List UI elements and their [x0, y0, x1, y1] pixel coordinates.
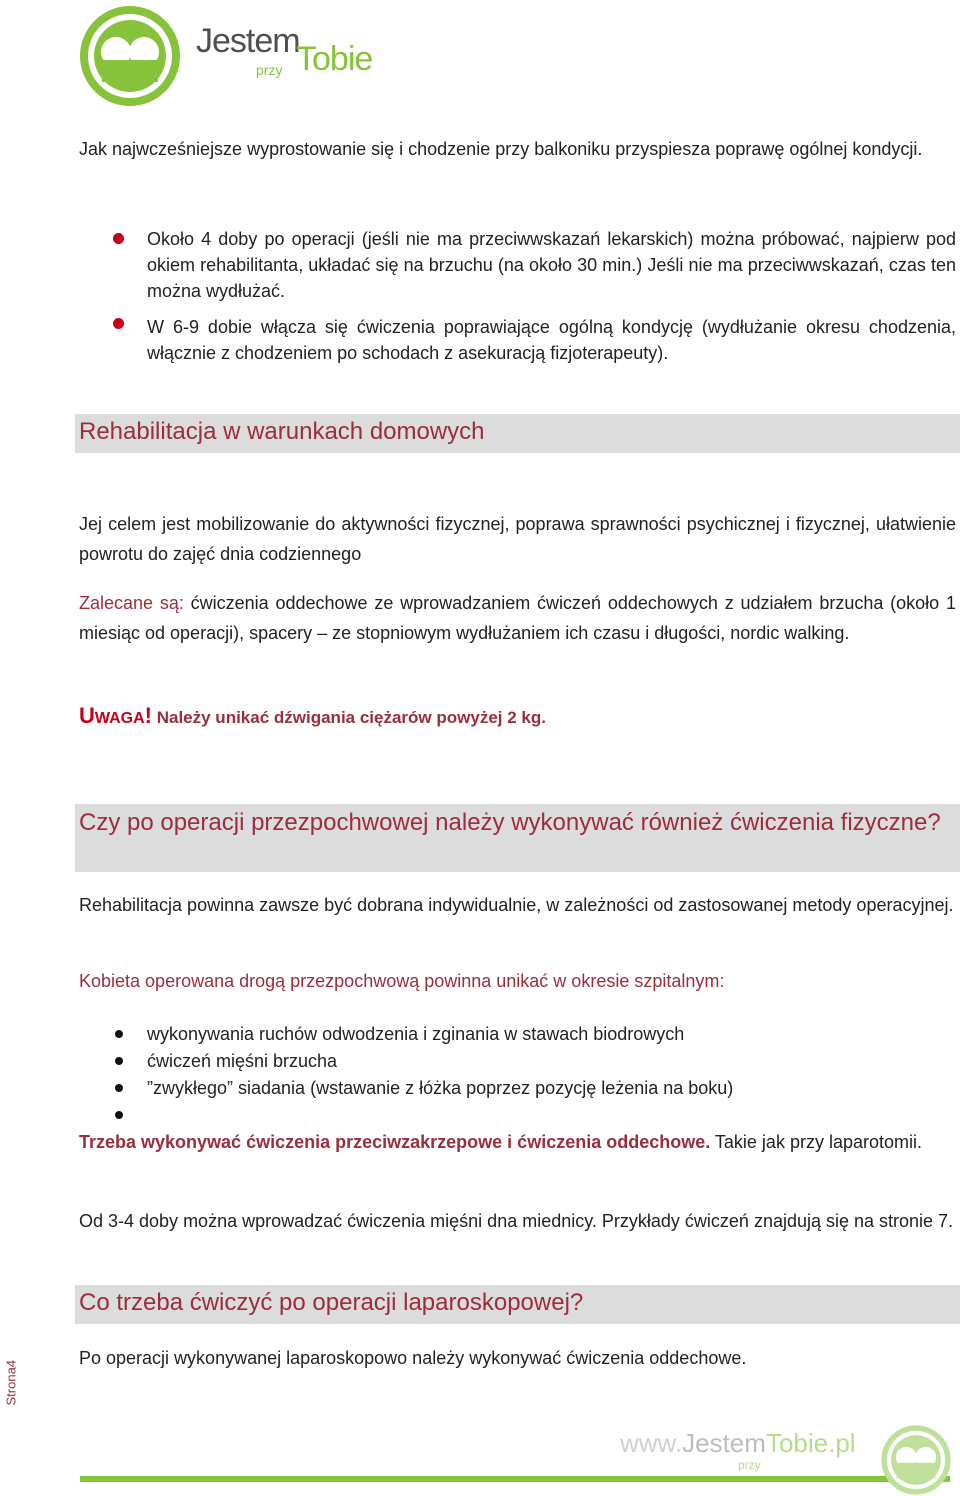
bullet-1-text: Około 4 doby po operacji (jeśli nie ma przeciwwskazań lekarskich) można próbować, najpierw pod okiem rehabilitanta, układać się na brzuchu (na około 30 min.) Jeśli nie ma przeciwwskazań, czas ten można wydłużać.	[147, 229, 956, 301]
warning-line	[79, 703, 546, 729]
bullet-2-text: W 6-9 dobie włącza się ćwiczenia poprawiające ogólną kondycję (wydłużanie okresu chodzenia, włącznie z chodzeniem po schodach z asekuracją fizjoterapeuty).	[147, 317, 956, 363]
section-vaginal-heading-text: Czy po operacji przezpochwowej należy wykonywać również ćwiczenia fizyczne?	[79, 809, 941, 836]
avoid-bullet-4-icon	[115, 1111, 123, 1119]
footer-jestem: Jestem	[682, 1428, 766, 1458]
footer-divider	[80, 1476, 950, 1482]
must-rest: Takie jak przy laparotomii.	[710, 1132, 922, 1152]
intro-paragraph	[79, 134, 956, 164]
footer-logo-emblem-icon	[880, 1424, 952, 1496]
logo-word-jestem: Jestem	[196, 22, 300, 60]
warning-text: Należy unikać dźwigania ciężarów powyżej 2 kg.	[152, 708, 546, 727]
page-number-label: Strona4	[3, 1359, 19, 1406]
must-bold: Trzeba wykonywać ćwiczenia przeciwzakrzepowe i ćwiczenia oddechowe.	[79, 1132, 711, 1152]
avoid-bullet-2-icon	[115, 1057, 123, 1065]
pelvic-paragraph: Od 3-4 doby można wprowadzać ćwiczenia mięśni dna miednicy. Przykłady ćwiczeń znajdują się na stronie 7.	[79, 1211, 954, 1231]
footer-www: www.	[620, 1428, 683, 1458]
section-lap-heading: Co trzeba ćwiczyć po operacji laparoskopowej?	[75, 1285, 960, 1324]
section-vaginal-heading	[75, 804, 960, 872]
logo-word-tobie: Tobie	[296, 40, 373, 78]
bullet-2-icon	[113, 318, 124, 329]
avoid-item-2: ćwiczeń mięśni brzucha	[147, 1051, 338, 1071]
footer-przy: przy	[738, 1458, 761, 1472]
avoid-item-3: ”zwykłego” siadania (wstawanie z łóżka poprzez pozycję leżenia na boku)	[147, 1078, 734, 1098]
footer-tobie: Tobie	[765, 1428, 829, 1458]
must-paragraph	[79, 1127, 956, 1157]
warning-waga: WAGA	[94, 710, 145, 727]
logo-emblem-icon	[78, 4, 182, 108]
recommended-paragraph	[79, 588, 956, 648]
lap-paragraph: Po operacji wykonywanej laparoskopowo należy wykonywać ćwiczenia oddechowe.	[79, 1348, 747, 1368]
avoid-item-1: wykonywania ruchów odwodzenia i zginania w stawach biodrowych	[147, 1024, 685, 1044]
warning-excl: !	[144, 703, 152, 728]
header-logo	[78, 4, 388, 108]
avoid-bullet-1-icon	[115, 1030, 123, 1038]
recommended-label: Zalecane są:	[79, 593, 184, 613]
avoid-bullet-3-icon	[115, 1084, 123, 1092]
avoid-heading: Kobieta operowana drogą przezpochwową powinna unikać w okresie szpitalnym:	[79, 971, 725, 991]
recommended-text: ćwiczenia oddechowe ze wprowadzaniem ćwiczeń oddechowych z udziałem brzucha (około 1 miesiąc od operacji), spacery – ze stopniowym wydłużaniem ich czasu i długości, nordic walking.	[79, 593, 956, 643]
footer-site-url	[620, 1428, 856, 1459]
section-home-heading: Rehabilitacja w warunkach domowych	[75, 414, 960, 453]
warning-u: U	[79, 703, 95, 728]
vaginal-paragraph: Rehabilitacja powinna zawsze być dobrana indywidualnie, w zależności od zastosowanej metody operacyjnej.	[79, 895, 954, 915]
logo-word-przy: przy	[256, 62, 283, 78]
bullet-1-icon	[113, 233, 124, 244]
home-paragraph: Jej celem jest mobilizowanie do aktywności fizycznej, poprawa sprawności psychicznej i fizycznej, ułatwienie powrotu do zajęć dnia codziennego	[79, 514, 956, 564]
footer-pl: .pl	[828, 1428, 856, 1458]
intro-text: Jak najwcześniejsze wyprostowanie się i chodzenie przy balkoniku przyspiesza poprawę ogólnej kondycji.	[79, 139, 923, 159]
